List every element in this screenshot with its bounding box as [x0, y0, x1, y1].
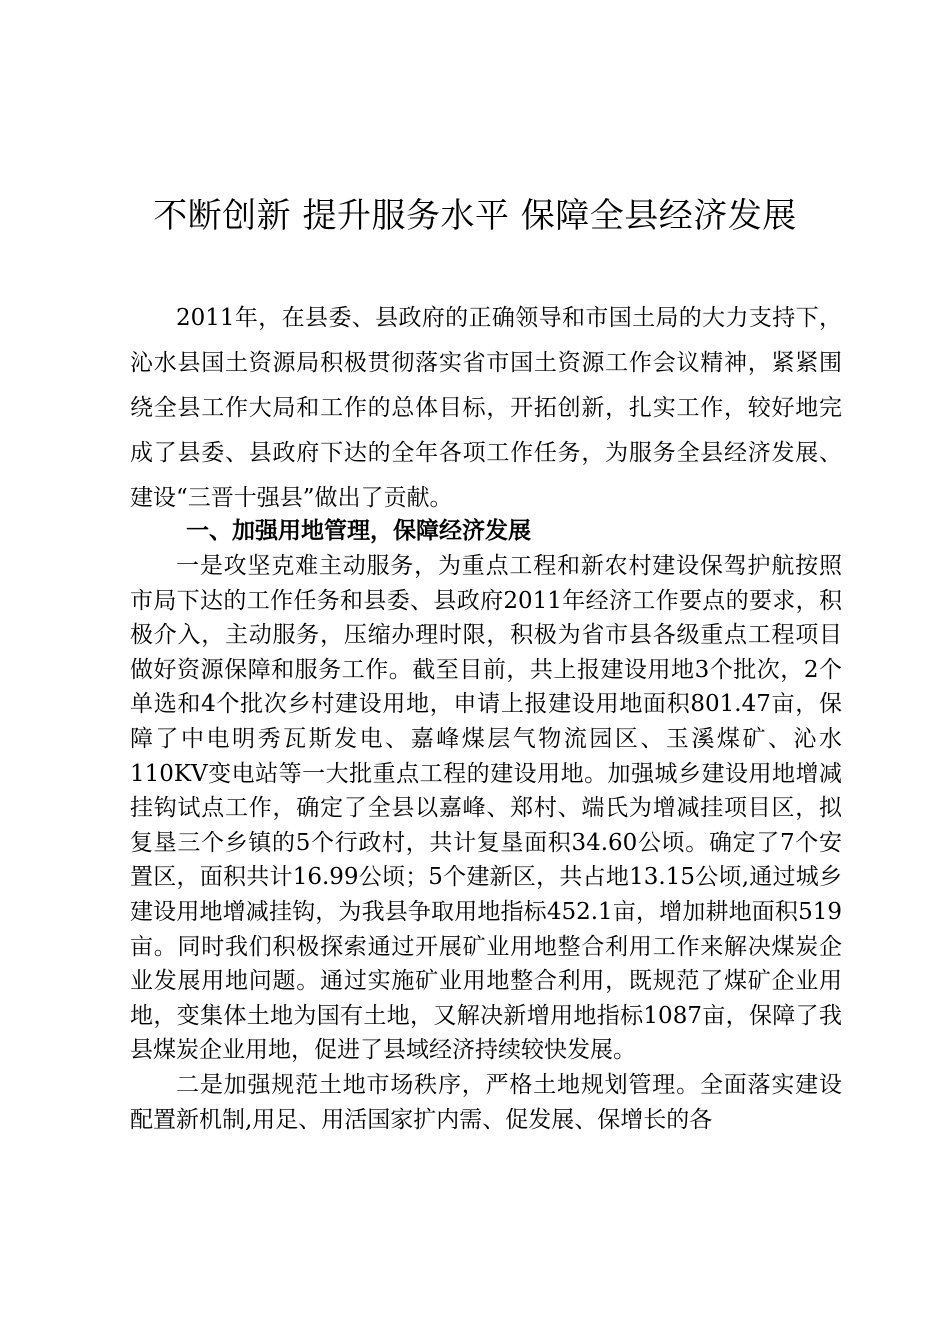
document-body — [130, 296, 842, 1137]
intro-paragraph: 2011年，在县委、县政府的正确领导和市国土局的大力支持下，沁水县国土资源局积极贯彻落实省市国土资源工作会议精神，紧紧围绕全县工作大局和工作的总体目标，开拓创新，扎实工作，较好地完成了县委、县政府下达的全年各项工作任务，为服务全县经济发展、建设“三晋十强县”做出了贡献。 — [130, 305, 842, 511]
body-paragraph: 一是攻坚克难主动服务，为重点工程和新农村建设保驾护航按照市局下达的工作任务和县委、县政府2011年经济工作要点的要求，积极介入，主动服务，压缩办理时限，积极为省市县各级重点工程项目做好资源保障和服务工作。截至目前，共上报建设用地3个批次，2个单选和4个批次乡村建设用地，申请上报建设用地面积801.47亩，保障了中电明秀瓦斯发电、嘉峰煤层气物流园区、玉溪煤矿、沁水110KV变电站等一大批重点工程的建设用地。加强城乡建设用地增减挂钩试点工作，确定了全县以嘉峰、郑村、端氏为增减挂项目区，拟复垦三个乡镇的5个行政村，共计复垦面积34.60公顷。确定了7个安置区，面积共计16.99公顷；5个建新区，共占地13.15公顷,通过城乡建设用地增减挂钩，为我县争取用地指标452.1亩，增加耕地面积519亩。同时我们积极探索通过开展矿业用地整合利用工作来解决煤炭企业发展用地问题。通过实施矿业用地整合利用，既规范了煤矿企业用地，变集体土地为国有土地，又解决新增用地指标1087亩，保障了我县煤炭企业用地，促进了县域经济持续较快发展。 — [130, 553, 842, 1064]
document-title: 不断创新 提升服务水平 保障全县经济发展 — [153, 196, 797, 236]
section-heading: 一、加强用地管理，保障经济发展 — [186, 518, 531, 544]
body-paragraph: 二是加强规范土地市场秩序，严格土地规划管理。全面落实建设配置新机制,用足、用活国家扩内需、促发展、保增长的各 — [130, 1071, 842, 1133]
